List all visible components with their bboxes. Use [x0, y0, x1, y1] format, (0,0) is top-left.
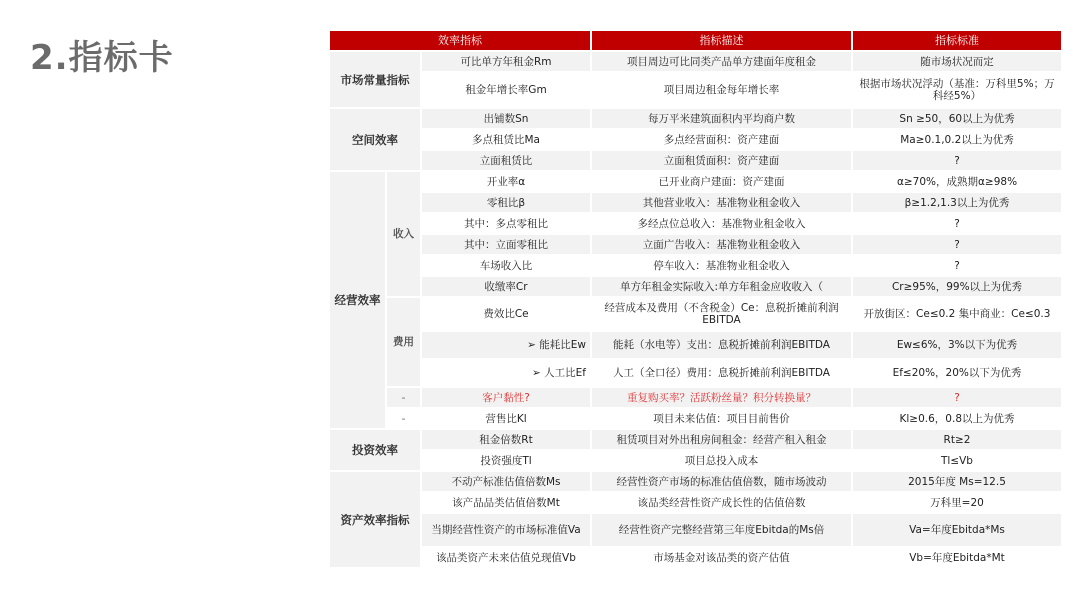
- header-description: 指标描述: [592, 31, 853, 52]
- indicator-name: 当期经营性资产的市场标准值Va: [422, 514, 592, 548]
- indicator-desc: 多点经营面积：资产建面: [592, 130, 853, 151]
- table-row: [330, 151, 1063, 172]
- indicator-desc: 项目未来估值：项目目前售价: [592, 409, 853, 430]
- indicator-desc: 租赁项目对外出租房间租金：经营产租入租金: [592, 430, 853, 451]
- indicator-name: 客户黏性?: [422, 388, 592, 409]
- table-row: [330, 73, 1063, 109]
- indicator-desc: 项目总投入成本: [592, 451, 853, 472]
- table-row: [330, 360, 1063, 388]
- indicator-desc: 每万平米建筑面积内平均商户数: [592, 109, 853, 130]
- dash-cell: -: [387, 388, 422, 409]
- indicator-name: 其中：立面零租比: [422, 235, 592, 256]
- indicator-name: 其中：多点零租比: [422, 214, 592, 235]
- indicator-std: Ma≥0.1,0.2以上为优秀: [853, 130, 1063, 151]
- indicator-name: 多点租赁比Ma: [422, 130, 592, 151]
- table-row: [330, 193, 1063, 214]
- indicator-desc: 重复购买率？活跃粉丝量？积分转换量？: [592, 388, 853, 409]
- group-invest: 投资效率: [330, 430, 422, 472]
- indicator-desc: 项目周边租金每年增长率: [592, 73, 853, 109]
- table-row: [330, 430, 1063, 451]
- dash-cell: -: [387, 409, 422, 430]
- group-space: 空间效率: [330, 109, 422, 172]
- indicator-std: 万科里=20: [853, 493, 1063, 514]
- table-row: [330, 52, 1063, 73]
- indicator-std: ?: [853, 256, 1063, 277]
- table-row: [330, 388, 1063, 409]
- header-standard: 指标标准: [853, 31, 1063, 52]
- table-row: [330, 332, 1063, 360]
- table-row: [330, 409, 1063, 430]
- indicator-desc: 单方年租金实际收入:单方年租金应收收入（: [592, 277, 853, 298]
- table-row: [330, 130, 1063, 151]
- table-row: [330, 514, 1063, 548]
- indicator-desc: 立面广告收入：基准物业租金收入: [592, 235, 853, 256]
- indicator-std: Ew≤6%，3%以下为优秀: [853, 332, 1063, 360]
- indicator-std: Sn ≥50，60以上为优秀: [853, 109, 1063, 130]
- indicator-std: β≥1.2,1.3以上为优秀: [853, 193, 1063, 214]
- indicator-name: 费效比Ce: [422, 298, 592, 332]
- indicator-std: Vb=年度Ebitda*Mt: [853, 548, 1063, 569]
- indicator-name: 开业率α: [422, 172, 592, 193]
- indicator-name: 该产品品类估值倍数Mt: [422, 493, 592, 514]
- indicator-std: Ef≤20%，20%以下为优秀: [853, 360, 1063, 388]
- indicator-std: ?: [853, 388, 1063, 409]
- indicator-desc: 人工（全口径）费用：息税折摊前利润EBITDA: [592, 360, 853, 388]
- indicator-std: ?: [853, 235, 1063, 256]
- indicator-desc: 立面租赁面积：资产建面: [592, 151, 853, 172]
- table-row: [330, 548, 1063, 569]
- subgroup-income: 收入: [387, 172, 422, 298]
- indicator-std: Kl≥0.6，0.8以上为优秀: [853, 409, 1063, 430]
- indicator-name: ➢ 能耗比Ew: [422, 332, 592, 360]
- table-header-row: [330, 31, 1063, 52]
- table-row: [330, 109, 1063, 130]
- indicator-std: Va=年度Ebitda*Ms: [853, 514, 1063, 548]
- indicator-name: 投资强度Tl: [422, 451, 592, 472]
- table-row: [330, 277, 1063, 298]
- indicator-name: 营售比Kl: [422, 409, 592, 430]
- indicator-desc: 停车收入：基准物业租金收入: [592, 256, 853, 277]
- indicator-std: Tl≤Vb: [853, 451, 1063, 472]
- indicator-desc: 经营成本及费用（不含税金）Ce：息税折摊前利润EBITDA: [592, 298, 853, 332]
- indicator-name: 零租比β: [422, 193, 592, 214]
- group-asset: 资产效率指标: [330, 472, 422, 569]
- page-title: 2.指标卡: [30, 38, 174, 78]
- indicator-table: [330, 31, 1063, 569]
- indicator-name: ➢ 人工比Ef: [422, 360, 592, 388]
- indicator-desc: 能耗（水电等）支出：息税折摊前利润EBITDA: [592, 332, 853, 360]
- table-row: [330, 298, 1063, 332]
- indicator-name: 租金倍数Rt: [422, 430, 592, 451]
- indicator-std: 随市场状况而定: [853, 52, 1063, 73]
- indicator-std: ?: [853, 151, 1063, 172]
- indicator-name: 租金年增长率Gm: [422, 73, 592, 109]
- indicator-name: 出铺数Sn: [422, 109, 592, 130]
- table-row: [330, 493, 1063, 514]
- indicator-std: Rt≥2: [853, 430, 1063, 451]
- group-market: 市场常量指标: [330, 52, 422, 109]
- indicator-desc: 该品类经营性资产成长性的估值倍数: [592, 493, 853, 514]
- indicator-std: α≥70%，成熟期α≥98%: [853, 172, 1063, 193]
- table-row: [330, 235, 1063, 256]
- indicator-desc: 经营性资产完整经营第三年度Ebitda的Ms倍: [592, 514, 853, 548]
- indicator-name: 不动产标准估值倍数Ms: [422, 472, 592, 493]
- indicator-std: ?: [853, 214, 1063, 235]
- indicator-desc: 其他营业收入：基准物业租金收入: [592, 193, 853, 214]
- indicator-desc: 经营性资产市场的标准估值倍数，随市场波动: [592, 472, 853, 493]
- indicator-std: 2015年度 Ms=12.5: [853, 472, 1063, 493]
- indicator-desc: 已开业商户建面：资产建面: [592, 172, 853, 193]
- table-row: [330, 472, 1063, 493]
- indicator-name: 该品类资产未来估值兑现值Vb: [422, 548, 592, 569]
- indicator-desc: 市场基金对该品类的资产估值: [592, 548, 853, 569]
- table-row: [330, 451, 1063, 472]
- indicator-name: 立面租赁比: [422, 151, 592, 172]
- indicator-name: 车场收入比: [422, 256, 592, 277]
- table-row: [330, 256, 1063, 277]
- indicator-std: 根据市场状况浮动（基准：万科里5%；万科经5%）: [853, 73, 1063, 109]
- indicator-desc: 项目周边可比同类产品单方建面年度租金: [592, 52, 853, 73]
- subgroup-expense: 费用: [387, 298, 422, 388]
- header-efficiency: 效率指标: [330, 31, 592, 52]
- table-row: [330, 172, 1063, 193]
- indicator-std: Cr≥95%，99%以上为优秀: [853, 277, 1063, 298]
- indicator-name: 收缴率Cr: [422, 277, 592, 298]
- table-row: [330, 214, 1063, 235]
- indicator-name: 可比单方年租金Rm: [422, 52, 592, 73]
- group-operation: 经营效率: [330, 172, 387, 430]
- indicator-desc: 多经点位总收入：基准物业租金收入: [592, 214, 853, 235]
- indicator-std: 开放街区：Ce≤0.2 集中商业：Ce≤0.3: [853, 298, 1063, 332]
